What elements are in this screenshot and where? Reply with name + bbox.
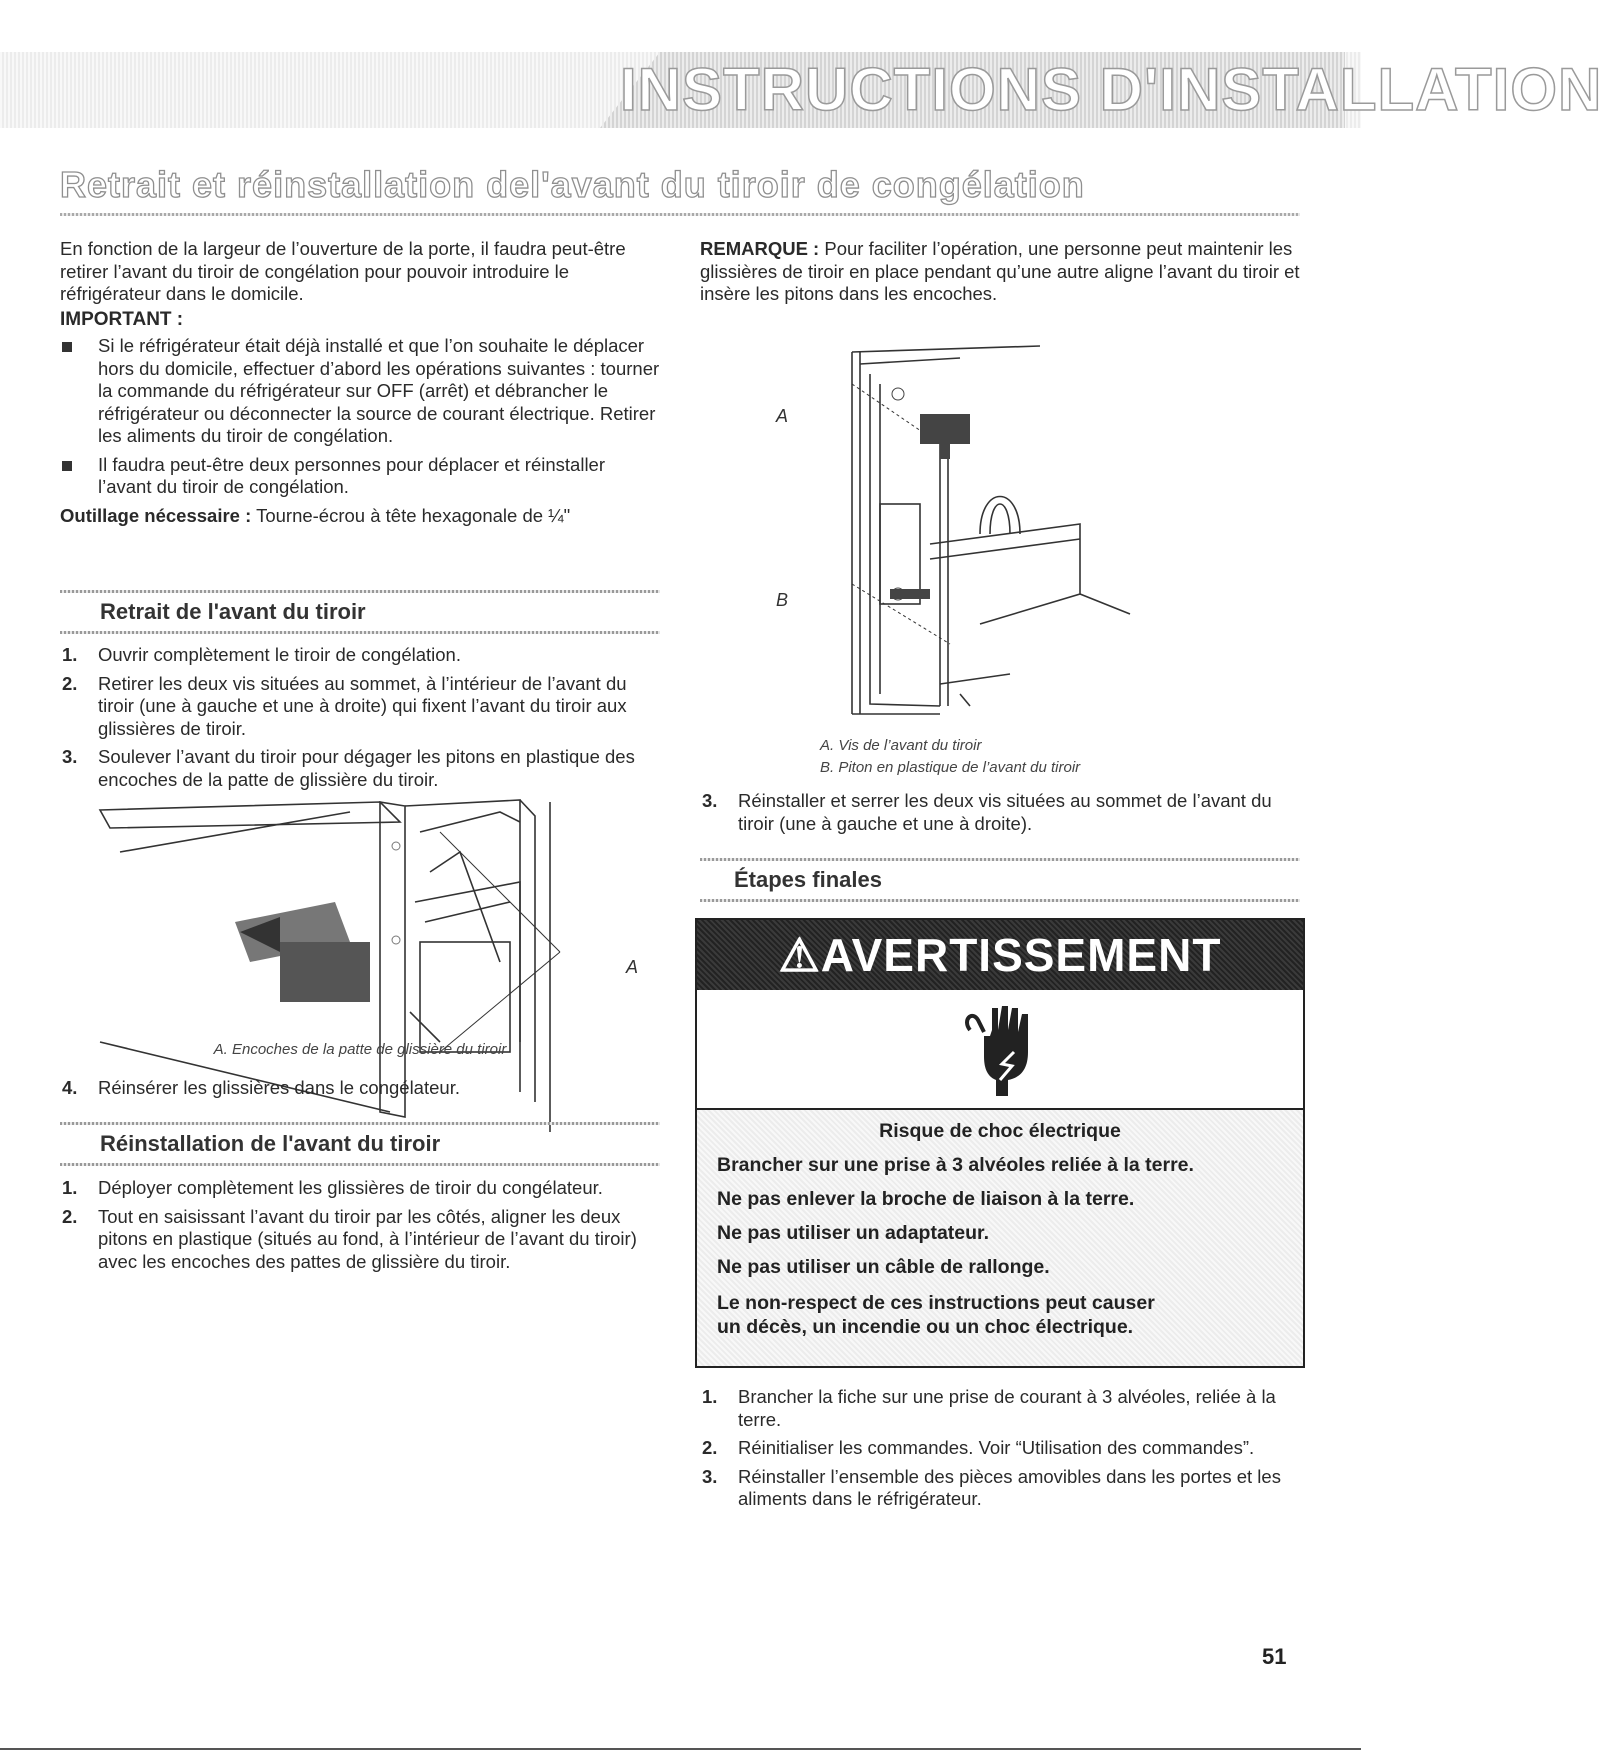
warning-title: ⚠AVERTISSEMENT [778, 929, 1222, 981]
right-note-block [700, 238, 1300, 306]
warning-line: Brancher sur une prise à 3 alvéoles reliée à la terre. [717, 1154, 1194, 1176]
important-label: IMPORTANT : [60, 308, 184, 330]
section-removal-heading: Retrait de l'avant du tiroir [100, 599, 366, 624]
step-item [60, 1177, 660, 1200]
tools-label: Outillage nécessaire : [60, 504, 252, 526]
drawer-reinstall-illustration [780, 344, 1280, 714]
warning-subtitle: Risque de choc électrique [879, 1120, 1121, 1142]
step-number: 2. [62, 1205, 78, 1227]
warning-line: Ne pas utiliser un câble de rallonge. [717, 1256, 1050, 1278]
step-number: 3. [62, 746, 78, 767]
header-banner-title: INSTRUCTIONS D'INSTALLATION [620, 56, 1602, 123]
section-rule [60, 1163, 660, 1166]
step-number: 2. [702, 1437, 718, 1458]
bottom-rule [0, 1748, 1361, 1750]
note-paragraph [700, 238, 1300, 306]
warning-line: Le non-respect de ces instructions peut causer [717, 1292, 1155, 1314]
step-text: Réinsérer les glissières dans le congélateur. [98, 1077, 460, 1098]
figure-label-a-left: A [626, 957, 639, 977]
section-final-header [700, 858, 1300, 902]
warning-body [697, 1110, 1303, 1366]
step-item [700, 1466, 1300, 1511]
step-text: Soulever l’avant du tiroir pour dégager les pitons en plastique des encoches de la patte de glissière du tiroir. [98, 746, 635, 790]
step-item [60, 644, 660, 667]
warning-box [695, 918, 1305, 1368]
figure-caption-left: A. Encoches de la patte de glissière du tiroir [213, 1041, 507, 1058]
note-text: Pour faciliter l’opération, une personne peut maintenir les glissières de tiroir en place pendant qu’une autre aligne l’avant du tiroir et insère les pitons dans les encoches. [700, 238, 1300, 304]
reinstall-steps [60, 1177, 660, 1273]
right-step-3 [700, 790, 1300, 835]
step-item [700, 1386, 1300, 1431]
step-item [60, 1206, 660, 1274]
step-number: 2. [62, 672, 78, 694]
step-item [60, 1077, 660, 1100]
tools-text: Tourne-écrou à tête hexagonale de ¼" [256, 504, 571, 526]
step-text: Réinstaller et serrer les deux vis situées au sommet de l’avant du tiroir (une à gauche et une à droite). [738, 790, 1272, 834]
step-number: 1. [62, 644, 78, 665]
intro-paragraph: En fonction de la largeur de l’ouverture de la porte, il faudra peut-être retirer l’avant du tiroir de congélation pour pouvoir introduire le réfrigérateur dans le domicile. [60, 238, 626, 304]
bullet-square-icon [62, 342, 72, 352]
figure-captions-right [820, 735, 1280, 779]
section-rule [700, 899, 1300, 902]
bullet-text: Si le réfrigérateur était déjà installé et que l’on souhaite le déplacer hors du domicile, effectuer d’abord les opérations suivantes : tourner la commande du réfrigérateur sur OFF (arrêt) et débrancher le réfrigérateur ou déconnecter la source de courant électrique. Retirer les aliments du tiroir de congélation. [98, 335, 660, 446]
step-item [700, 1437, 1300, 1460]
left-intro-block [60, 238, 660, 527]
figure-caption-a: A. Vis de l’avant du tiroir [820, 737, 982, 754]
tools-line [60, 505, 660, 528]
note-label: REMARQUE : [700, 238, 820, 259]
step-item [700, 790, 1300, 835]
figure-label-a: A [776, 406, 789, 426]
section-rule [60, 631, 660, 634]
final-steps [700, 1386, 1300, 1511]
removal-step-4 [60, 1077, 660, 1100]
step-number: 3. [702, 790, 718, 811]
step-item [60, 673, 660, 741]
figure-caption-b: B. Piton en plastique de l’avant du tiroir [820, 759, 1081, 776]
step-text: Réinitialiser les commandes. Voir “Utilisation des commandes”. [738, 1437, 1255, 1458]
step-number: 4. [62, 1077, 78, 1098]
section-reinstall-header [60, 1122, 660, 1166]
section-reinstall-heading: Réinstallation de l'avant du tiroir [100, 1131, 441, 1156]
step-text: Réinstaller l’ensemble des pièces amovibles dans les portes et les aliments dans le réfrigérateur. [738, 1465, 1281, 1509]
step-number: 1. [702, 1386, 718, 1407]
step-text: Tout en saisissant l’avant du tiroir par les côtés, aligner les deux pitons en plastique (situés au fond, à l’intérieur de l’avant du tiroir) avec les encoches des pattes de glissière du tiroir. [98, 1205, 637, 1272]
warning-line: un décès, un incendie ou un choc électrique. [717, 1316, 1134, 1338]
figure-label-b: B [776, 590, 789, 610]
warning-icon-area [697, 990, 1303, 1110]
step-number: 1. [62, 1177, 78, 1198]
bullet-square-icon [62, 461, 72, 471]
bullet-item [60, 335, 660, 448]
step-item [60, 746, 660, 791]
removal-steps [60, 644, 660, 791]
bullet-item [60, 454, 660, 499]
page-number: 51 [1262, 1644, 1287, 1669]
warning-line: Ne pas utiliser un adaptateur. [717, 1222, 989, 1244]
step-text: Retirer les deux vis situées au sommet, à l’intérieur de l’avant du tiroir (une à gauche et une à droite) qui fixent l’avant du tiroir aux glissières de tiroir. [98, 672, 627, 739]
electric-shock-hand-icon [962, 1000, 1042, 1100]
section-removal-header [60, 590, 660, 634]
step-text: Déployer complètement les glissières de tiroir du congélateur. [98, 1177, 603, 1198]
section-final-heading: Étapes finales [734, 867, 882, 892]
bullet-text: Il faudra peut-être deux personnes pour déplacer et réinstaller l’avant du tiroir de congélation. [98, 453, 605, 497]
warning-line: Ne pas enlever la broche de liaison à la terre. [717, 1188, 1135, 1210]
page-title: Retrait et réinstallation del'avant du tiroir de congélation [60, 164, 1085, 205]
step-number: 3. [702, 1465, 718, 1487]
title-divider [60, 213, 1300, 216]
step-text: Ouvrir complètement le tiroir de congélation. [98, 644, 461, 665]
step-text: Brancher la fiche sur une prise de courant à 3 alvéoles, reliée à la terre. [738, 1386, 1276, 1430]
